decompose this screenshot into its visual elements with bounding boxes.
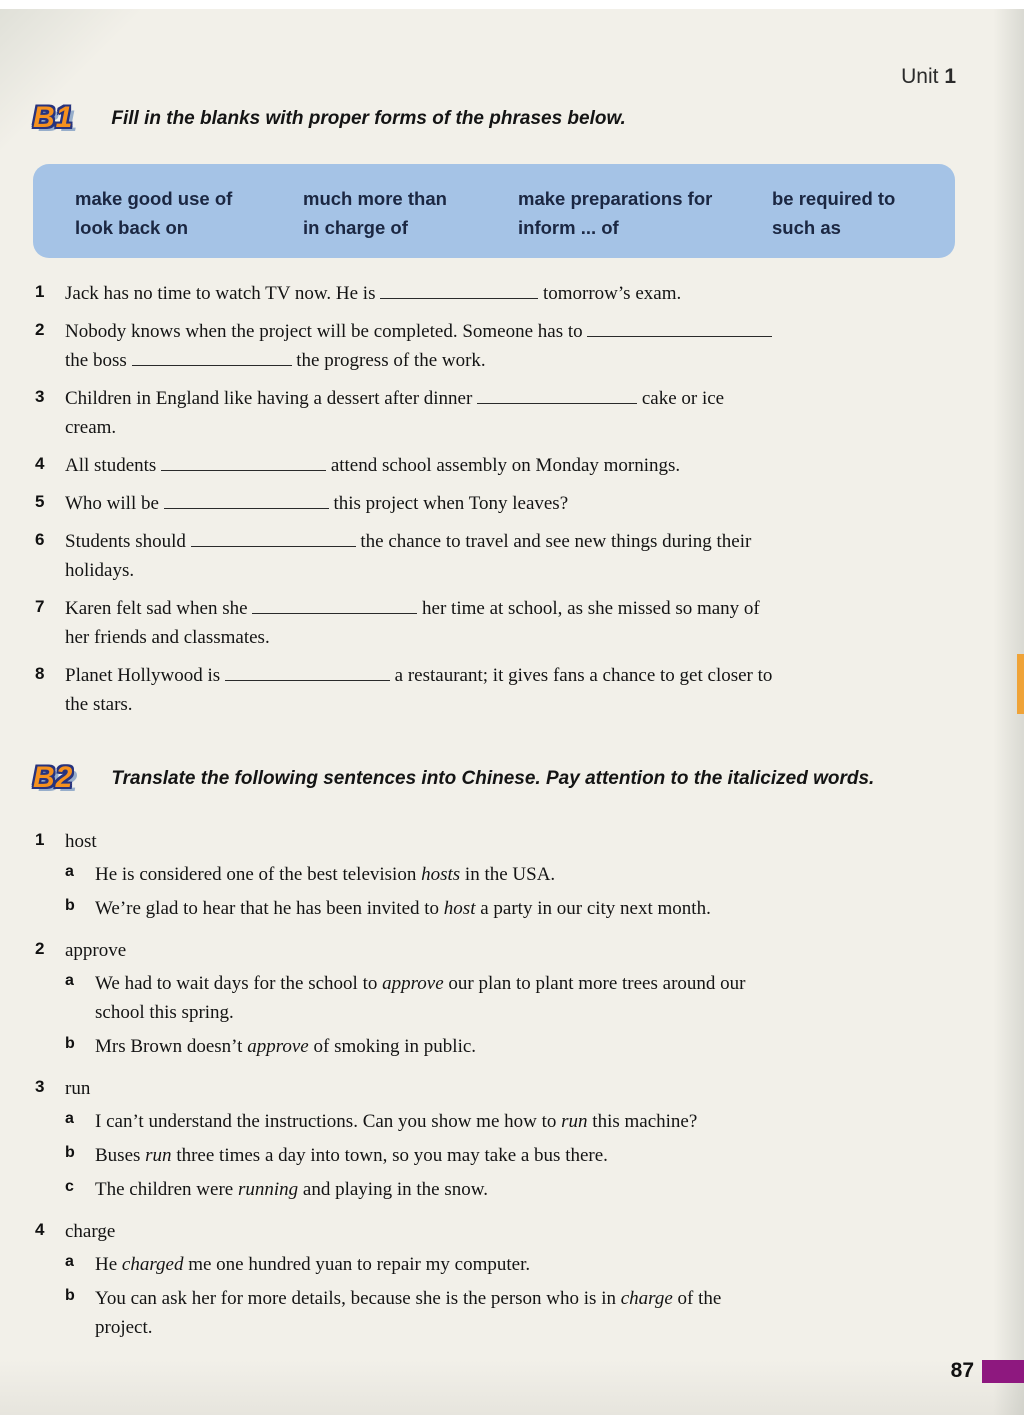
text-run: me one hundred yuan to repair my computer.: [183, 1254, 531, 1275]
sentence-line: [95, 1250, 975, 1279]
blank-line: [161, 457, 326, 471]
text-run: Karen felt sad when she: [65, 598, 253, 619]
item-number: 7: [35, 597, 45, 616]
headword-row: [35, 1217, 975, 1246]
italicized-word: host: [443, 898, 476, 919]
text-run: We had to wait days for the school to: [95, 973, 383, 994]
b2-item: [35, 827, 975, 923]
sub-item-content: [95, 860, 975, 889]
b2-item: [35, 1074, 975, 1204]
sub-item-content: [95, 894, 975, 923]
item-number: 1: [35, 282, 45, 301]
sentence-line: [65, 690, 975, 719]
text-run: of smoking in public.: [308, 1036, 477, 1057]
unit-header: [901, 65, 956, 89]
item-content: [65, 527, 975, 585]
item-content: [65, 279, 975, 308]
sentence-line: [65, 451, 975, 480]
sub-item-letter: a: [65, 863, 74, 880]
blank-line: [132, 352, 292, 366]
item-number: 2: [35, 939, 45, 958]
phrase-option: be required to: [772, 187, 896, 209]
italicized-word: charged: [121, 1254, 184, 1275]
sub-item-letter: b: [65, 897, 75, 914]
text-run: You can ask her for more details, because she is the person who is in: [95, 1288, 621, 1309]
italicized-word: hosts: [421, 864, 461, 885]
sub-item-letter: c: [65, 1178, 74, 1195]
item-content: [65, 594, 975, 652]
headword-row: [35, 1074, 975, 1103]
b1-item: [35, 661, 975, 719]
text-run: project.: [95, 1317, 153, 1338]
item-number: 3: [35, 1077, 45, 1096]
b1-instruction: Fill in the blanks with proper forms of the phrases below.: [111, 108, 626, 129]
italicized-word: run: [145, 1145, 172, 1166]
sentence-line: [65, 384, 975, 413]
sentence-line: [95, 1175, 975, 1204]
phrase-option: make good use of: [75, 187, 233, 209]
sub-item: [65, 860, 975, 889]
phrase-option: such as: [772, 216, 841, 238]
b1-item: [35, 489, 975, 518]
text-run: cake or ice: [637, 388, 725, 409]
text-run: Children in England like having a dessert after dinner: [65, 388, 478, 409]
sentence-line: [95, 998, 975, 1027]
item-number: 3: [35, 387, 45, 406]
sub-item: [65, 1284, 975, 1342]
sub-item-content: [95, 1284, 975, 1342]
text-run: of the: [672, 1288, 722, 1309]
sentence-line: [95, 1313, 975, 1342]
blank-line: [380, 285, 538, 299]
sub-item-letter: b: [65, 1035, 75, 1052]
b1-badge: B1: [33, 101, 74, 134]
text-run: the chance to travel and see new things during their: [355, 531, 752, 552]
italicized-word: approve: [382, 973, 444, 994]
sub-item: [65, 894, 975, 923]
italicized-word: approve: [247, 1036, 309, 1057]
headword: charge: [65, 1221, 116, 1242]
sentence-line: [65, 527, 975, 556]
blank-line: [225, 667, 390, 681]
sentence-line: [95, 860, 975, 889]
sentence-line: [95, 1032, 975, 1061]
text-run: attend school assembly on Monday mornings.: [326, 455, 681, 476]
blank-line: [191, 533, 356, 547]
text-run: this project when Tony leaves?: [328, 493, 569, 514]
item-content: [65, 451, 975, 480]
text-run: We’re glad to hear that he has been invited to: [95, 898, 444, 919]
item-content: [65, 384, 975, 442]
item-number: 5: [35, 492, 45, 511]
italicized-word: run: [561, 1111, 588, 1132]
phrase-box: [33, 164, 955, 258]
text-run: holidays.: [65, 560, 135, 581]
item-content: [65, 489, 975, 518]
b1-item: [35, 594, 975, 652]
text-run: the stars.: [65, 694, 133, 715]
b2-instruction: Translate the following sentences into Chinese. Pay attention to the italicized words.: [111, 768, 875, 789]
sub-item-letter: a: [65, 1253, 74, 1270]
sentence-line: [65, 279, 975, 308]
page-number: 87: [950, 1359, 974, 1382]
b1-item: [35, 279, 975, 308]
text-run: this machine?: [587, 1111, 698, 1132]
sub-item-content: [95, 969, 975, 1027]
blank-line: [477, 390, 637, 404]
text-run: Planet Hollywood is: [65, 665, 225, 686]
blank-line: [164, 495, 329, 509]
text-run: He is considered one of the best television: [95, 864, 422, 885]
item-content: [65, 661, 975, 719]
phrase-option: inform ... of: [518, 216, 619, 238]
italicized-word: running: [237, 1179, 299, 1200]
item-content: [65, 317, 975, 375]
text-run: The children were: [95, 1179, 238, 1200]
section-b1-header: [33, 101, 626, 135]
sub-item-content: [95, 1107, 975, 1136]
sentence-line: [65, 413, 975, 442]
text-run: her friends and classmates.: [65, 627, 270, 648]
item-number: 4: [35, 1220, 45, 1239]
sentence-line: [65, 346, 975, 375]
text-run: a restaurant; it gives fans a chance to get closer to: [389, 665, 773, 686]
phrase-option: much more than: [303, 187, 447, 209]
sub-item: [65, 1175, 975, 1204]
text-run: and playing in the snow.: [298, 1179, 488, 1200]
b2-exercise-list: [35, 827, 975, 1355]
sub-item: [65, 1032, 975, 1061]
sentence-line: [95, 969, 975, 998]
sub-item: [65, 1250, 975, 1279]
b1-item: [35, 451, 975, 480]
sub-item-content: [95, 1032, 975, 1061]
text-run: the boss: [65, 350, 132, 371]
item-number: 6: [35, 530, 45, 549]
text-run: Students should: [65, 531, 191, 552]
blank-line: [587, 323, 772, 337]
headword: run: [65, 1078, 91, 1099]
headword-row: [35, 827, 975, 856]
footer: [951, 1359, 1024, 1383]
b2-badge: B2: [33, 761, 74, 794]
text-run: Nobody knows when the project will be completed. Someone has to: [65, 321, 588, 342]
text-run: school this spring.: [95, 1002, 234, 1023]
text-run: our plan to plant more trees around our: [443, 973, 746, 994]
phrase-option: in charge of: [303, 216, 408, 238]
headword: approve: [65, 940, 127, 961]
text-run: cream.: [65, 417, 117, 438]
sentence-line: [65, 661, 975, 690]
sentence-line: [95, 1107, 975, 1136]
text-run: tomorrow’s exam.: [538, 283, 682, 304]
b2-item: [35, 936, 975, 1061]
text-run: Who will be: [65, 493, 164, 514]
footer-purple-block: [982, 1360, 1024, 1383]
sentence-line: [65, 594, 975, 623]
item-number: 1: [35, 830, 45, 849]
sentence-line: [65, 489, 975, 518]
text-run: Mrs Brown doesn’t: [95, 1036, 248, 1057]
sentence-line: [65, 556, 975, 585]
item-number: 2: [35, 320, 45, 339]
text-run: Jack has no time to watch TV now. He is: [65, 283, 381, 304]
page-edge-orange-strip: [1017, 654, 1024, 714]
sub-item-letter: b: [65, 1287, 75, 1304]
unit-number: 1: [944, 65, 956, 88]
text-run: Buses: [95, 1145, 146, 1166]
sub-item-content: [95, 1250, 975, 1279]
phrase-option: make preparations for: [518, 187, 713, 209]
section-b2-header: [33, 761, 874, 795]
sub-item-letter: a: [65, 1110, 74, 1127]
text-run: her time at school, as she missed so many of: [417, 598, 760, 619]
text-run: in the USA.: [460, 864, 556, 885]
italicized-word: charge: [620, 1288, 673, 1309]
sub-item: [65, 969, 975, 1027]
phrase-option: look back on: [75, 216, 189, 238]
sub-item-content: [95, 1141, 975, 1170]
sub-item-content: [95, 1175, 975, 1204]
item-number: 4: [35, 454, 45, 473]
b1-item: [35, 384, 975, 442]
text-run: All students: [65, 455, 162, 476]
b1-exercise-list: [35, 279, 975, 728]
sentence-line: [95, 1284, 975, 1313]
text-run: three times a day into town, so you may take a bus there.: [171, 1145, 608, 1166]
scan-top-margin: [0, 0, 1024, 9]
headword-row: [35, 936, 975, 965]
sub-item-letter: a: [65, 972, 74, 989]
sub-item-letter: b: [65, 1144, 75, 1161]
blank-line: [252, 600, 417, 614]
text-run: a party in our city next month.: [475, 898, 711, 919]
workbook-page: [0, 9, 1024, 1415]
sentence-line: [65, 623, 975, 652]
text-run: I can’t understand the instructions. Can you show me how to: [95, 1111, 562, 1132]
unit-label: Unit: [901, 65, 939, 88]
headword: host: [65, 831, 97, 852]
text-run: He: [95, 1254, 122, 1275]
sentence-line: [95, 894, 975, 923]
text-run: the progress of the work.: [291, 350, 486, 371]
sentence-line: [65, 317, 975, 346]
sentence-line: [95, 1141, 975, 1170]
b1-item: [35, 527, 975, 585]
b2-item: [35, 1217, 975, 1342]
item-number: 8: [35, 664, 45, 683]
b1-item: [35, 317, 975, 375]
sub-item: [65, 1141, 975, 1170]
sub-item: [65, 1107, 975, 1136]
